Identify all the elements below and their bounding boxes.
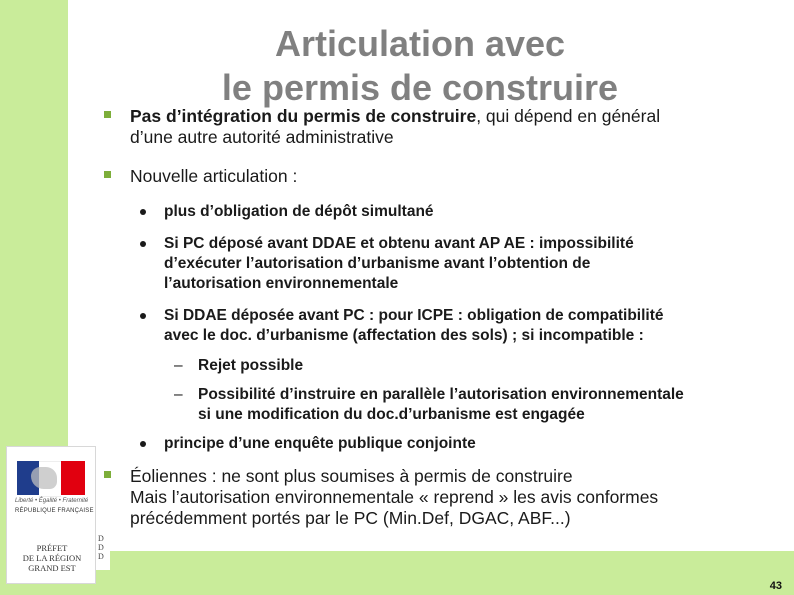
logo-motto: Liberté • Égalité • Fraternité	[15, 498, 89, 504]
prefecture-logo	[6, 446, 96, 584]
round-bullet-icon	[140, 241, 146, 247]
slide-title: Articulation avec le permis de construire	[221, 23, 619, 108]
logo-prefet: PRÉFET DE LA RÉGION GRAND EST	[22, 543, 82, 573]
square-bullet-icon	[104, 471, 111, 478]
bottom-green-band	[0, 551, 794, 595]
sub-bullet-4: principe d’une enquête publique conjointe	[140, 434, 770, 454]
dash-bullet-icon: –	[174, 357, 183, 374]
sub-bullet-1: plus d’obligation de dépôt simultané	[140, 202, 770, 222]
logo-republic: RÉPUBLIQUE FRANÇAISE	[15, 508, 94, 514]
page-number: 43	[769, 580, 782, 592]
logo-side-letters: D D D	[98, 534, 104, 561]
dash-bullet-icon: –	[174, 386, 183, 403]
dash-item-1: – Rejet possible	[174, 357, 304, 374]
bullet-2: Nouvelle articulation :	[110, 166, 770, 187]
bullet-1: Pas d’intégration du permis de construire, qui dépend en général d’une autre autorité administrative	[110, 106, 770, 148]
round-bullet-icon	[140, 441, 146, 447]
bullet-3: Éoliennes : ne sont plus soumises à permis de construire Mais l’autorisation environnementale « reprend » les avis conformes précédemment portés par le PC (Min.Def, DGAC, ABF...)	[110, 466, 770, 529]
square-bullet-icon	[104, 171, 111, 178]
dash-item-2: – Possibilité d’instruire en parallèle l’autorisation environnementale si une modification du doc.d’urbanisme est engagée	[174, 386, 684, 423]
square-bullet-icon	[104, 111, 111, 118]
round-bullet-icon	[140, 209, 146, 215]
marianne-flag-icon	[17, 461, 85, 495]
sub-bullet-3: Si DDAE déposée avant PC : pour ICPE : obligation de compatibilité avec le doc. d’urbanisme (affectation des sols) ; si incompatible :	[140, 306, 770, 346]
round-bullet-icon	[140, 313, 146, 319]
sub-bullet-2: Si PC déposé avant DDAE et obtenu avant AP AE : impossibilité d’exécuter l’autorisation d’urbanisme avant l’obtention de l’autorisation environnementale	[140, 234, 770, 294]
